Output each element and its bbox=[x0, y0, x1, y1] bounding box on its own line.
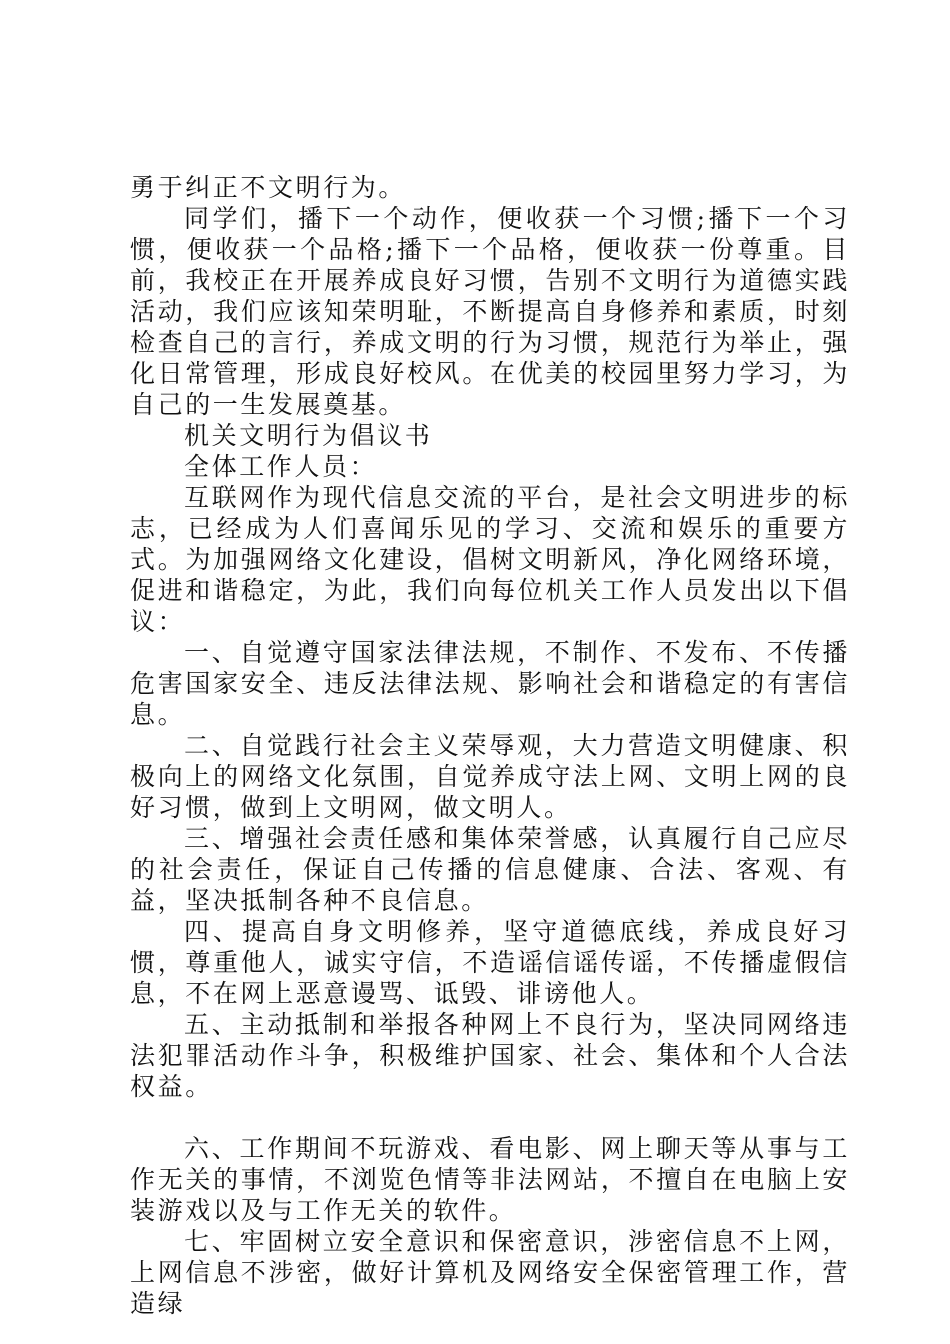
proposal-item-5: 五、主动抵制和举报各种网上不良行为，坚决同网络违法犯罪活动作斗争，积极维护国家、社会、集体和个人合法权益。 bbox=[130, 1010, 850, 1101]
proposal-item-1: 一、自觉遵守国家法律法规，不制作、不发布、不传播危害国家安全、违反法律法规、影响社会和谐稳定的有害信息。 bbox=[130, 638, 850, 729]
paragraph-continuation: 勇于纠正不文明行为。 bbox=[130, 173, 407, 202]
paragraph-intro: 互联网作为现代信息交流的平台，是社会文明进步的标志，已经成为人们喜闻乐见的学习、交流和娱乐的重要方式。为加强网络文化建设，倡树文明新风，净化网络环境，促进和谐稳定，为此，我们向每位机关工作人员发出以下倡议： bbox=[130, 483, 850, 636]
proposal-item-7: 七、牢固树立安全意识和保密意识，涉密信息不上网，上网信息不涉密，做好计算机及网络安全保密管理工作，营造绿 bbox=[130, 1227, 850, 1318]
proposal-item-6: 六、工作期间不玩游戏、看电影、网上聊天等从事与工作无关的事情，不浏览色情等非法网站，不擅自在电脑上安装游戏以及与工作无关的软件。 bbox=[130, 1134, 850, 1225]
document-body bbox=[130, 172, 850, 1319]
proposal-item-2: 二、自觉践行社会主义荣辱观，大力营造文明健康、积极向上的网络文化氛围，自觉养成守法上网、文明上网的良好习惯，做到上文明网，做文明人。 bbox=[130, 731, 850, 822]
proposal-item-4: 四、提高自身文明修养，坚守道德底线，养成良好习惯，尊重他人，诚实守信，不造谣信谣传谣，不传播虚假信息，不在网上恶意谩骂、诋毁、诽谤他人。 bbox=[130, 917, 850, 1008]
document-title: 机关文明行为倡议书 bbox=[184, 421, 433, 450]
proposal-item-3: 三、增强社会责任感和集体荣誉感，认真履行自己应尽的社会责任，保证自己传播的信息健康、合法、客观、有益，坚决抵制各种不良信息。 bbox=[130, 824, 850, 915]
salutation: 全体工作人员： bbox=[184, 452, 378, 481]
paragraph-school-habits: 同学们，播下一个动作，便收获一个习惯;播下一个习惯，便收获一个品格;播下一个品格，便收获一份尊重。目前，我校正在开展养成良好习惯，告别不文明行为道德实践活动，我们应该知荣明耻，不断提高自身修养和素质，时刻检查自己的言行，养成文明的行为习惯，规范行为举止，强化日常管理，形成良好校风。在优美的校园里努力学习，为自己的一生发展奠基。 bbox=[130, 204, 850, 419]
